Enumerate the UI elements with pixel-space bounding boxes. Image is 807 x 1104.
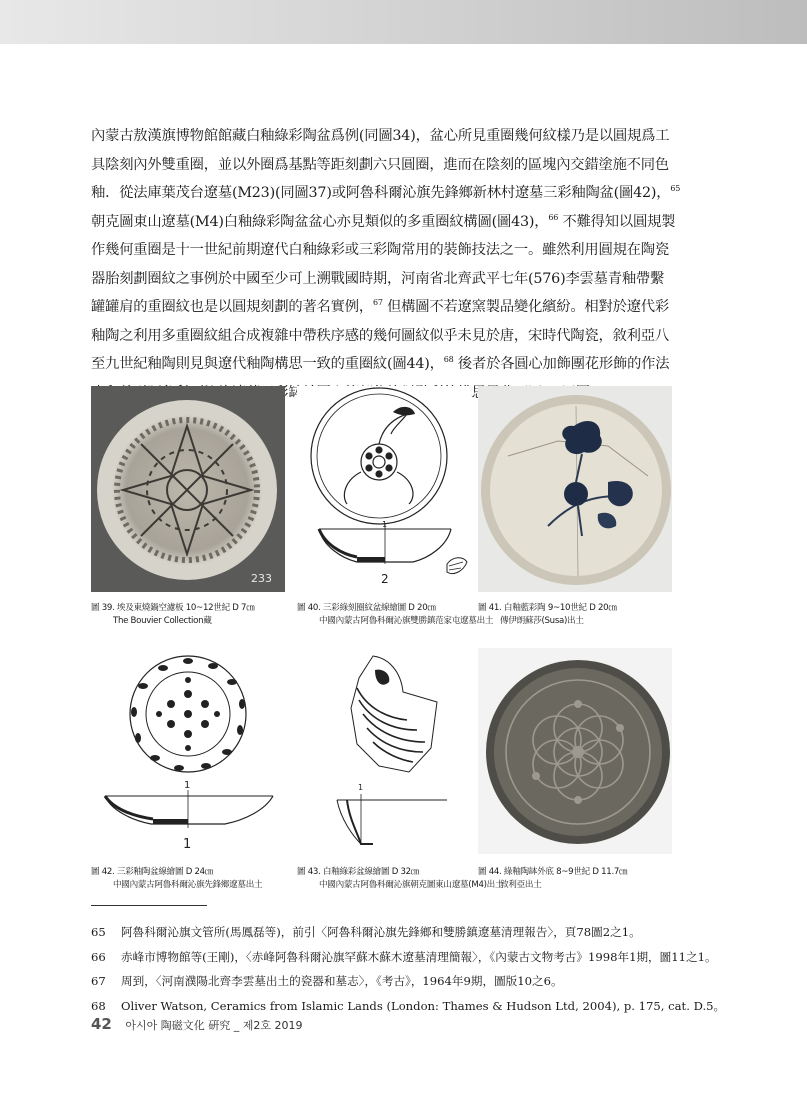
body-line [91,179,719,208]
caption-line: 圖 43. 白釉綠彩盆線繪圖 D 32㎝ [297,867,420,877]
body-line-text: 釉．從法庫葉茂台遼墓(M23)(同圖37)或阿魯科爾沁旗先鋒鄉新林村遼墓三彩釉陶盆(圖42)， [91,185,671,201]
caption-line: 中國內蒙古阿魯科爾沁旗朝克圖東山遼墓(M4)出土 [319,880,504,890]
figure-43-caption [297,866,503,892]
figure-42-image [91,648,285,854]
figure-43-drawing [297,648,471,854]
footnote-text: 阿魯科爾沁旗文管所(馬鳳磊等)，前引〈阿魯科爾沁旗先鋒鄉和雙勝鎮遼墓清理報告〉，頁78圖2之1。 [121,925,641,939]
figure-40-image [297,386,471,592]
caption-line: 中國內蒙古阿魯科爾沁旗雙勝鎮范家屯遼墓出土 [319,616,494,626]
drawing-label: 2 [381,572,389,586]
body-line [91,293,719,322]
body-line: 內蒙古敖漢旗博物館館藏白釉綠彩陶盆爲例(同圖34)，盆心所見重圈幾何紋樣乃是以圓規爲工 [91,128,670,144]
caption-line: 傳伊朗蘇莎(Susa)出土 [500,616,584,626]
caption-line: 圖 39. 埃及東燒鍋空濾板 10~12世紀 D 7㎝ [91,603,255,613]
footnote-text: Oliver Watson, Ceramics from Islamic Lands (London: Thames & Hudson Ltd, 2004), p. 175, cat. D.5。 [121,998,726,1013]
footnote-text: 周到，〈河南濮陽北齊李雲墓出土的瓷器和墓志〉，《考古》，1964年9期，圖版10之6。 [121,974,563,988]
figure-40-caption [297,602,493,628]
journal-title: 아시아 陶磁文化 硏究 _ 제2호 2019 [125,1019,303,1032]
footnote-number: 67 [91,974,106,988]
footnote-ref[interactable]: 66 [548,212,559,222]
figure-43-image [297,648,471,854]
footnote-number: 66 [91,949,106,964]
body-line-text: 罐罐肩的重圈紋也是以圓規刻劃的著名實例， [91,299,373,315]
footnote [91,969,731,994]
footnote-number: 68 [91,998,106,1013]
figure-39-caption [91,602,255,628]
body-line: 作幾何重圈是十一世紀前期遼代白釉綠彩或三彩陶常用的裝飾技法之一。雖然利用圓規在陶瓷 [91,242,669,258]
footnotes [91,920,731,1018]
body-line-text: 後者於各圓心加飾團花形飾的作法 [453,356,670,372]
body-line [91,208,719,237]
page-number: 42 [91,1015,112,1033]
footnote-number: 65 [91,925,106,939]
figure-40-drawing [297,386,471,592]
figure-44-image [478,648,672,854]
figure-41-caption [478,602,617,628]
caption-line: 中國內蒙古阿魯科爾沁旗先鋒鄉遼墓出土 [113,880,263,890]
caption-line: The Bouvier Collection藏 [113,616,212,626]
footnote-ref[interactable]: 67 [372,298,383,308]
body-line-text: 朝克圖東山遼墓(M4)白釉綠彩陶盆盆心亦見類似的多重圈紋構圖(圖43)， [91,213,549,230]
body-line-text: 至九世紀釉陶則見與遼代釉陶構思一致的重圈紋(圖44)， [91,356,444,372]
body-text [91,122,719,407]
figure-42-drawing [91,648,285,854]
footnote-ref[interactable]: 68 [443,355,454,365]
figure-41-photo [478,386,672,592]
figure-39-photo [91,386,285,592]
drawing-label: 1 [183,837,192,852]
body-line [91,350,719,379]
footnote [91,945,731,970]
figure-44-photo [478,648,672,854]
figure-39-image [91,386,285,592]
drawing-label: 1 [184,780,191,791]
figure-42-caption [91,866,262,892]
caption-line: 圖 42. 三彩釉陶盆線繪圖 D 24㎝ [91,867,214,877]
drawing-label: 1 [382,520,388,529]
drawing-label: 1 [358,783,364,792]
caption-line: 圖 40. 三彩綠刻圈紋盆線繪圖 D 20㎝ [297,603,436,613]
figure-41-image [478,386,672,592]
footnote-ref[interactable]: 65 [670,184,681,194]
caption-line: 圖 44. 綠釉陶缽外底 8~9世紀 D 11.7㎝ [478,867,628,877]
footnote [91,920,731,945]
caption-line: 敘利亞出土 [500,880,542,890]
body-line-text: 不難得知以圓規製 [558,213,676,230]
body-line: 具陰刻內外雙重圈，並以外圈爲基點等距刻劃六只圓圈，進而在陰刻的區塊內交錯塗施不同色 [91,156,669,173]
photo-number: 233 [251,572,272,585]
page-footer [91,1015,302,1033]
body-line-text: 但構圖不若遼窯製品變化繽紛。相對於遼代彩 [382,299,669,315]
body-line: 釉陶之利用多重圈紋組合成複雜中帶秩序感的幾何圖紋似乎未見於唐，宋時代陶瓷，敘利亞八 [91,327,669,344]
body-line: 器胎刻劃圈紋之事例於中國至少可上溯戰國時期，河南省北齊武平七年(576)李雲墓青釉帶繫 [91,270,665,287]
footnote-text: 赤峰市博物館等(王剛)，〈赤峰阿魯科爾沁旗罕蘇木蘇木遼墓清理簡報〉，《內蒙古文物考古》1998年1期，圖11之1。 [121,949,717,964]
figure-44-caption [478,866,627,892]
page-header-band [0,0,807,44]
caption-line: 圖 41. 白釉藍彩陶 9~10世紀 D 20㎝ [478,603,617,613]
footnote-divider [91,905,207,906]
